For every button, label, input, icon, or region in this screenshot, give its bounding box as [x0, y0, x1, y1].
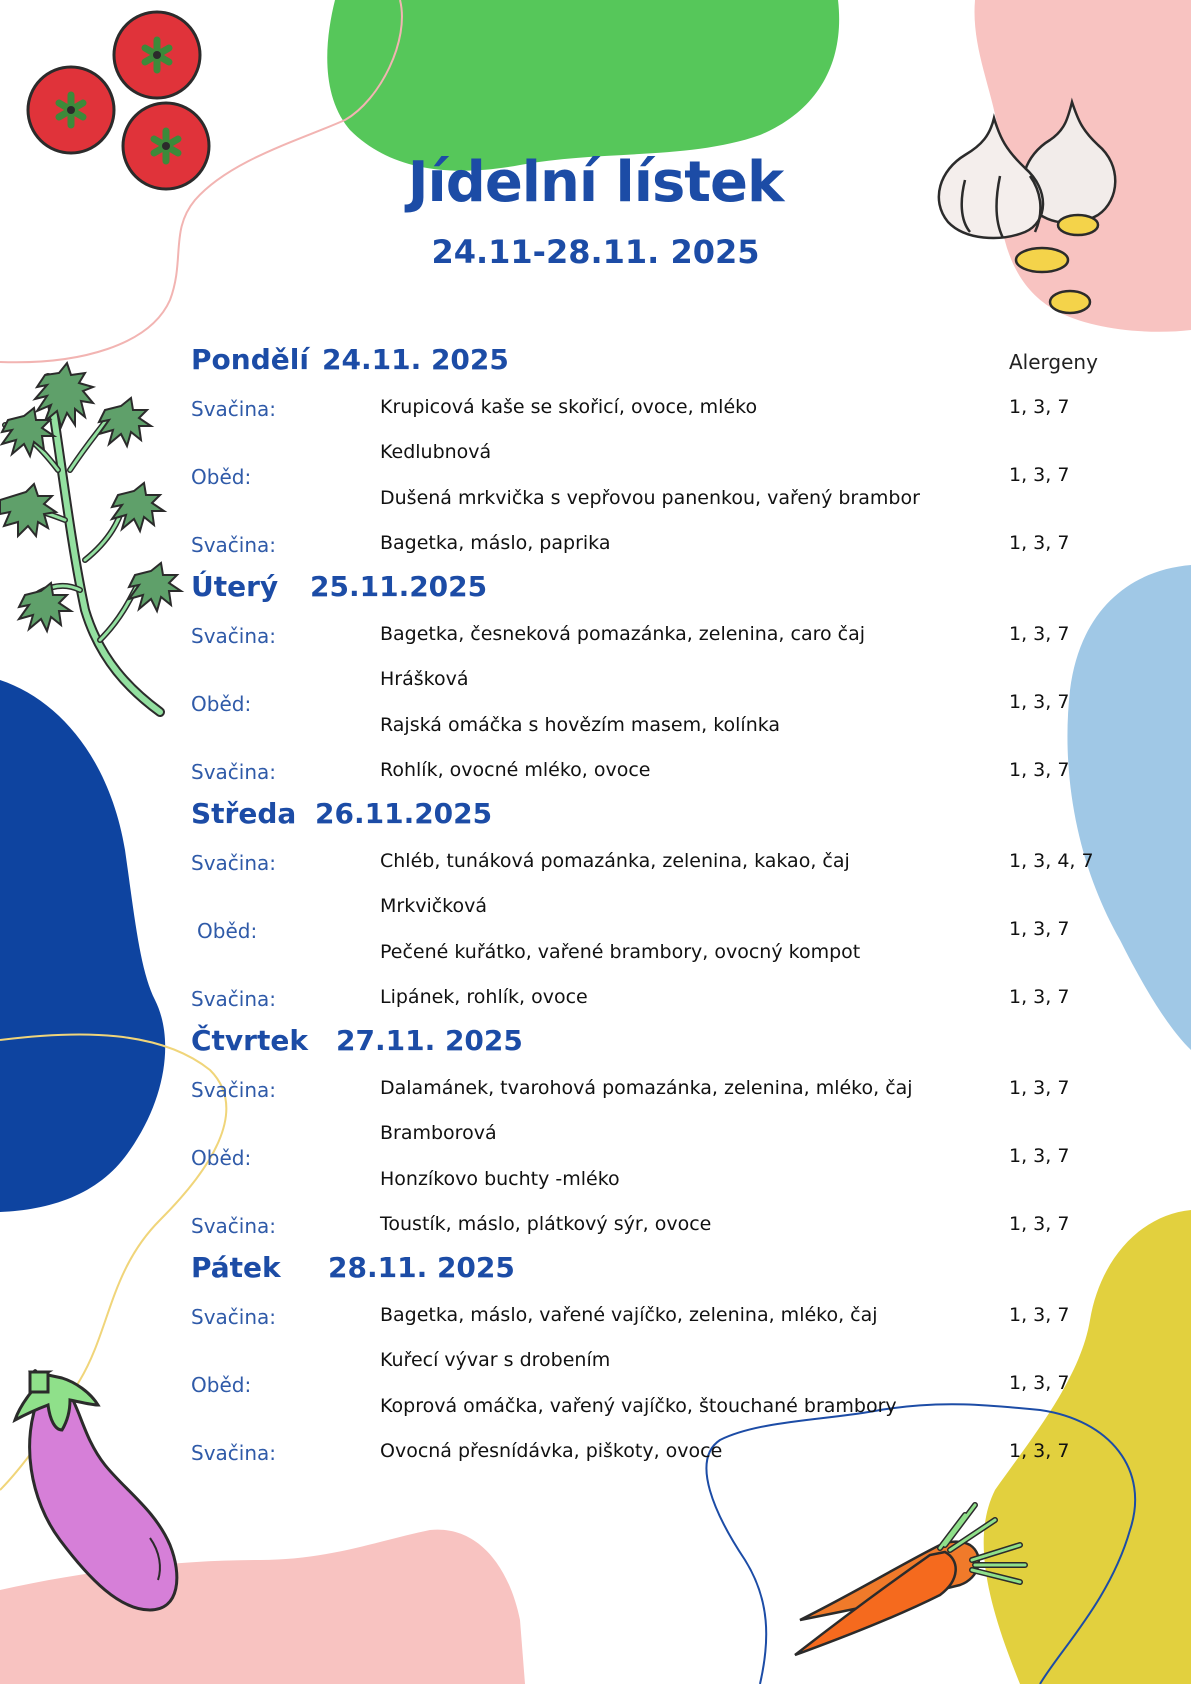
meal-item: Hrášková	[380, 668, 469, 690]
allergens-value: 1, 3, 7	[1009, 1145, 1070, 1167]
meal-item: Bramborová	[380, 1122, 497, 1144]
allergens-value: 1, 3, 7	[1009, 986, 1070, 1008]
meal-item: Bagetka, máslo, paprika	[380, 532, 611, 554]
meal-label: Svačina:	[191, 851, 277, 875]
date-range: 24.11-28.11. 2025	[431, 233, 760, 271]
page-title: Jídelní lístek	[407, 150, 784, 215]
meal-label: Svačina:	[191, 1214, 277, 1238]
day-date: 26.11.2025	[315, 797, 493, 830]
day-name: Pondělí	[191, 343, 309, 376]
allergens-value: 1, 3, 7	[1009, 1077, 1070, 1099]
meal-item: Chléb, tunáková pomazánka, zelenina, kakao, čaj	[380, 850, 850, 872]
meal-item: Krupicová kaše se skořicí, ovoce, mléko	[380, 396, 758, 418]
day-date: 24.11. 2025	[322, 343, 509, 376]
meal-item: Rajská omáčka s hovězím masem, kolínka	[380, 714, 781, 736]
light-blue-blob	[1067, 565, 1191, 1050]
meal-label: Oběd:	[191, 465, 252, 489]
meal-label: Svačina:	[191, 1078, 277, 1102]
meal-item: Bagetka, máslo, vařené vajíčko, zelenina, mléko, čaj	[380, 1304, 878, 1326]
allergens-value: 1, 3, 7	[1009, 396, 1070, 418]
meal-item: Rohlík, ovocné mléko, ovoce	[380, 759, 651, 781]
meal-label: Svačina:	[191, 624, 277, 648]
day-name: Středa	[191, 797, 297, 830]
allergens-column-header: Alergeny	[1009, 350, 1098, 374]
meal-item: Dalamánek, tvarohová pomazánka, zelenina, mléko, čaj	[380, 1077, 913, 1099]
meal-label: Oběd:	[191, 1146, 252, 1170]
day-heading-wednesday	[191, 797, 493, 830]
meal-item: Honzíkovo buchty -mléko	[380, 1168, 620, 1190]
green-blob	[327, 0, 839, 171]
allergens-value: 1, 3, 7	[1009, 759, 1070, 781]
meal-label: Oběd:	[191, 1373, 252, 1397]
allergens-value: 1, 3, 7	[1009, 1372, 1070, 1394]
allergens-value: 1, 3, 7	[1009, 691, 1070, 713]
meal-label: Svačina:	[191, 533, 277, 557]
meal-item: Lipánek, rohlík, ovoce	[380, 986, 588, 1008]
meal-item: Pečené kuřátko, vařené brambory, ovocný kompot	[380, 941, 861, 963]
allergens-value: 1, 3, 7	[1009, 532, 1070, 554]
meal-label: Svačina:	[191, 1441, 277, 1465]
day-date: 25.11.2025	[310, 570, 488, 603]
dill-icon	[0, 363, 181, 712]
meal-item: Koprová omáčka, vařený vajíčko, štouchané brambory	[380, 1395, 897, 1417]
meal-item: Mrkvičková	[380, 895, 488, 917]
meal-label: Oběd:	[191, 692, 252, 716]
day-heading-thursday	[191, 1024, 523, 1057]
allergens-value: 1, 3, 7	[1009, 1304, 1070, 1326]
meal-label: Oběd:	[197, 919, 258, 943]
meal-item: Kuřecí vývar s drobením	[380, 1349, 611, 1371]
allergens-value: 1, 3, 7	[1009, 1440, 1070, 1462]
day-name: Úterý	[191, 570, 279, 603]
day-date: 27.11. 2025	[336, 1024, 523, 1057]
allergens-value: 1, 3, 7	[1009, 623, 1070, 645]
allergens-value: 1, 3, 7	[1009, 1213, 1070, 1235]
meal-label: Svačina:	[191, 987, 277, 1011]
day-name: Pátek	[191, 1251, 281, 1284]
day-heading-friday	[191, 1251, 515, 1284]
eggplant-icon	[15, 1371, 177, 1610]
meal-item: Ovocná přesnídávka, piškoty, ovoce	[380, 1440, 723, 1462]
day-name: Čtvrtek	[191, 1024, 308, 1057]
meal-item: Kedlubnová	[380, 441, 492, 463]
allergens-value: 1, 3, 7	[1009, 464, 1070, 486]
meal-label: Svačina:	[191, 1305, 277, 1329]
meal-label: Svačina:	[191, 760, 277, 784]
allergens-value: 1, 3, 7	[1009, 918, 1070, 940]
allergens-value: 1, 3, 4, 7	[1009, 850, 1094, 872]
day-heading-tuesday	[191, 570, 488, 603]
dark-blue-blob	[0, 680, 165, 1212]
day-heading-monday	[191, 343, 509, 376]
meal-item: Dušená mrkvička s vepřovou panenkou, vařený brambor	[380, 487, 920, 509]
meal-label: Svačina:	[191, 397, 277, 421]
meal-item: Toustík, máslo, plátkový sýr, ovoce	[380, 1213, 712, 1235]
meal-item: Bagetka, česneková pomazánka, zelenina, caro čaj	[380, 623, 866, 645]
day-date: 28.11. 2025	[328, 1251, 515, 1284]
